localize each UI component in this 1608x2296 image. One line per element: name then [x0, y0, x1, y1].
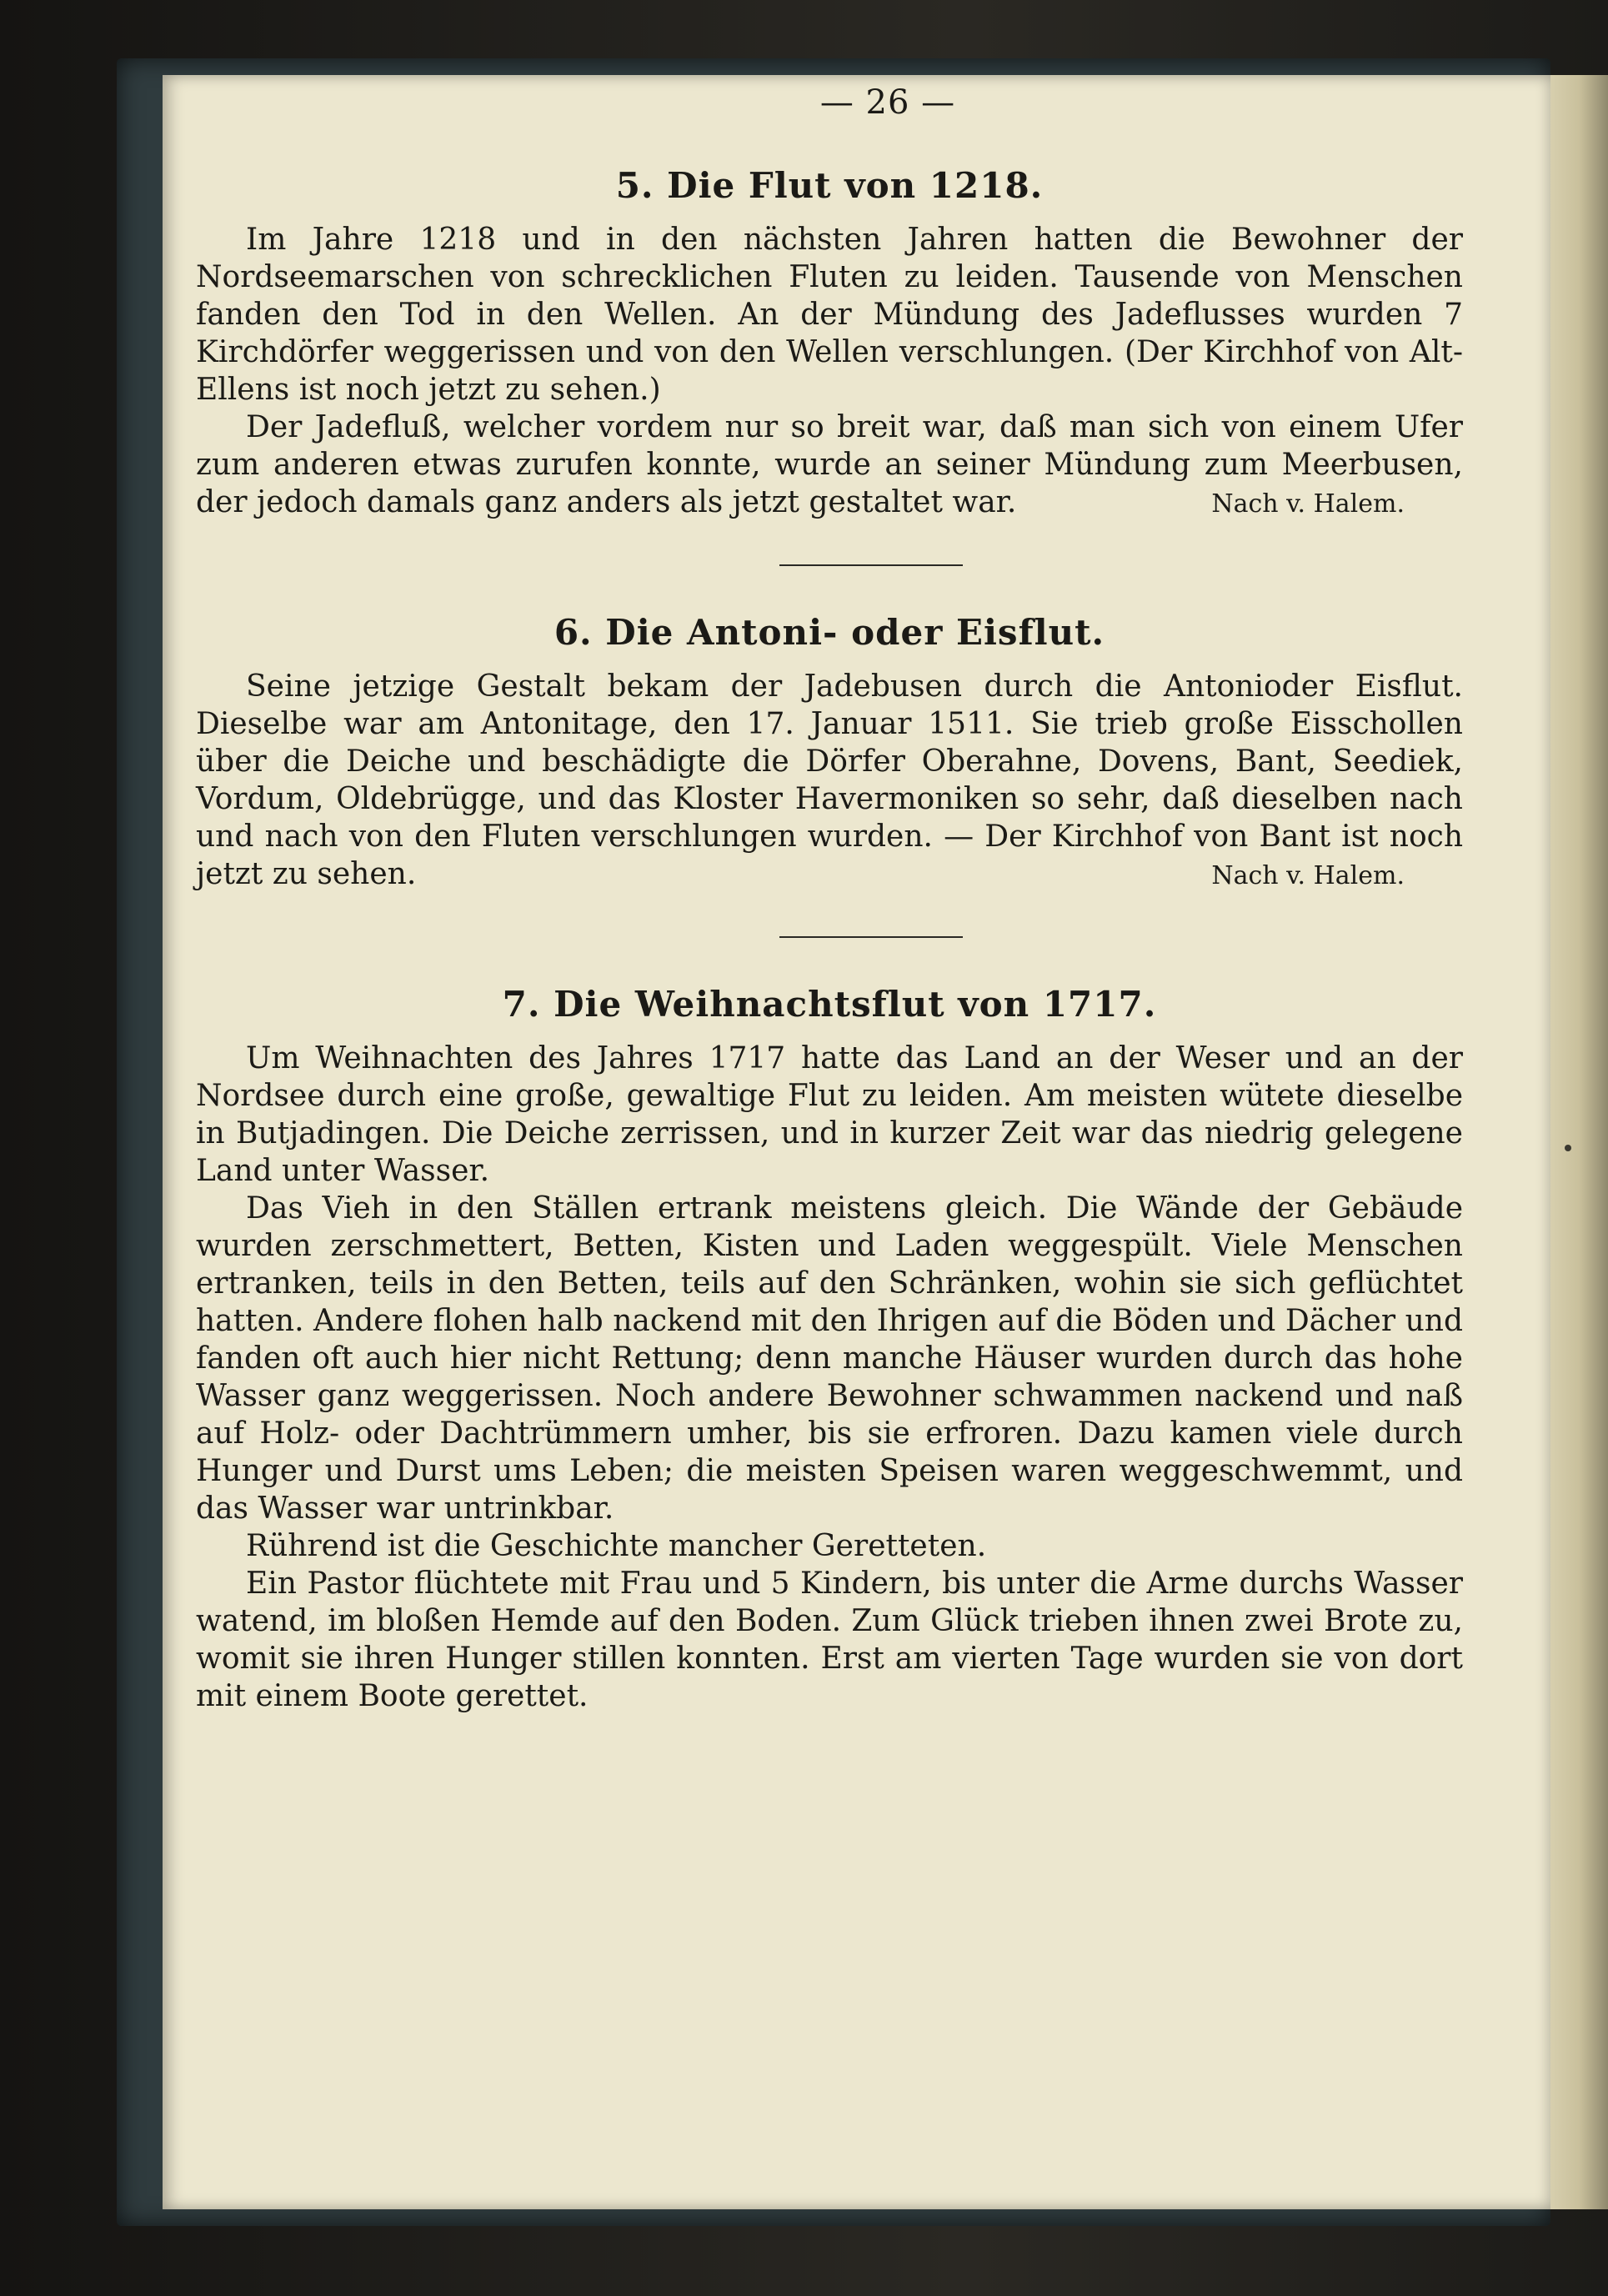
paragraph: Seine jetzige Gestalt bekam der Jadebusen durch die Antonioder Eisflut. Dieselbe war am Antonitage, den 17. Januar 1511. Sie trieb große Eisschollen über die Deiche und beschädigte die Dörfer Oberahne, Dovens, Bant, Seediek, Vordum, Oldebrügge, und das Kloster Havermoniken so sehr, daß dieselben nach und nach von den Fluten verschlungen wurden. — Der Kirchhof von Bant ist noch jetzt zu sehen. — [196, 669, 1463, 891]
paragraph: Im Jahre 1218 und in den nächsten Jahren hatten die Bewohner der Nordseemarschen von schrecklichen Fluten zu leiden. Tausende von Menschen fanden den Tod in den Wellen. An der Mündung des Jadeflusses wurden 7 Kirchdörfer weggerissen und von den Wellen verschlungen. (Der Kirchhof von Alt-Ellens ist noch jetzt zu sehen.) — [196, 223, 1463, 407]
section-title: 5. Die Flut von 1218. — [615, 165, 1044, 206]
ink-speck — [1565, 1145, 1571, 1151]
paragraph: Um Weihnachten des Jahres 1717 hatte das Land an der Weser und an der Nordsee durch eine große, gewaltige Flut zu leiden. Am meisten wütete dieselbe in Butjadingen. Die Deiche zerrissen, und in kurzer Zeit war das niedrig gelegene Land unter Wasser. — [196, 1041, 1463, 1188]
paragraph: Rührend ist die Geschichte mancher Geretteten. — [246, 1529, 987, 1563]
section-antoni-flood — [196, 612, 1463, 893]
paragraph: Das Vieh in den Ställen ertrank meistens gleich. Die Wände der Gebäude wurden zerschmettert, Betten, Kisten und Laden weggespült. Viele Menschen ertranken, teils in den Betten, teils auf den Schränken, wohin sie sich geflüchtet hatten. Andere flohen halb nackend mit den Ihrigen auf die Böden und Dächer und fanden oft auch hier nicht Rettung; denn manche Häuser wurden durch das hohe Wasser ganz weggerissen. Noch andere Bewohner schwammen nackend und naß auf Holz- oder Dachtrümmern umher, bis sie erfroren. Dazu kamen viele durch Hunger und Durst ums Leben; die meisten Speisen waren weggeschwemmt, und das Wasser war untrinkbar. — [196, 1191, 1463, 1526]
section-flood-1218 — [196, 165, 1463, 521]
section-christmas-flood-1717 — [196, 984, 1463, 1715]
page-number: — 26 — — [819, 83, 956, 122]
section-title: 6. Die Antoni- oder Eisflut. — [554, 612, 1105, 653]
paragraph: Der Jadefluß, welcher vordem nur so breit war, daß man sich von einem Ufer zum anderen etwas zurufen konnte, wurde an seiner Mündung zum Meerbusen, der jedoch damals ganz anders als jetzt gestaltet war. — [196, 410, 1463, 519]
source-attribution: Nach v. Halem. — [1211, 861, 1405, 890]
section-divider — [779, 936, 963, 938]
section-divider — [779, 564, 963, 566]
source-attribution: Nach v. Halem. — [1211, 489, 1405, 519]
facing-page-edge — [1550, 75, 1608, 2209]
section-title: 7. Die Weihnachtsflut von 1717. — [502, 984, 1157, 1025]
page-content — [196, 83, 1463, 1715]
paragraph: Ein Pastor flüchtete mit Frau und 5 Kindern, bis unter die Arme durchs Wasser watend, im bloßen Hemde auf den Boden. Zum Glück trieben ihnen zwei Brote zu, womit sie ihren Hunger stillen konnten. Erst am vierten Tage wurden sie von dort mit einem Boote gerettet. — [196, 1567, 1463, 1713]
